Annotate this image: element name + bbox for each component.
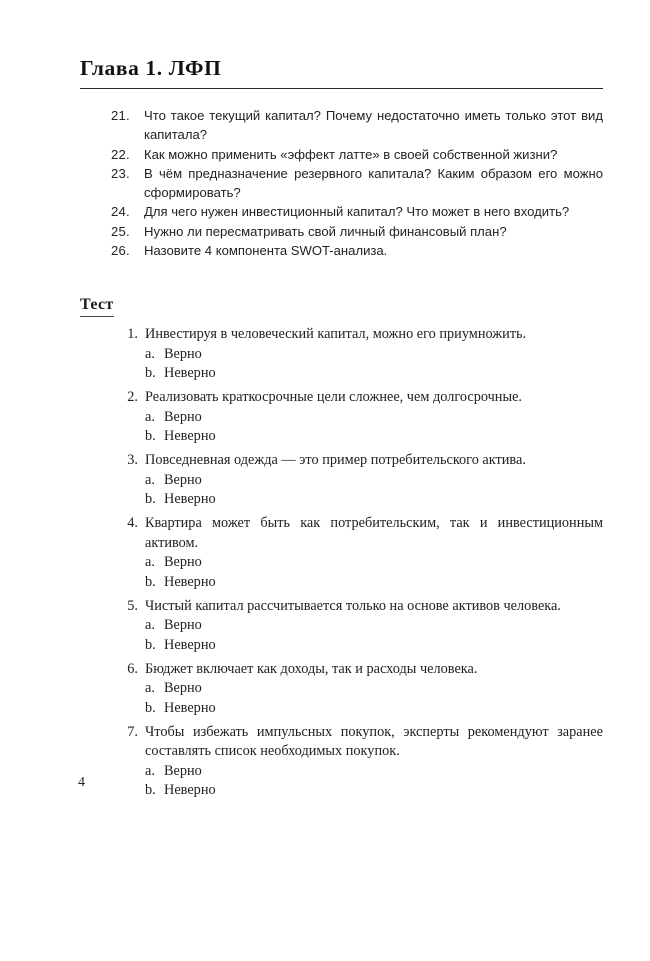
test-option-letter: b. bbox=[145, 365, 156, 381]
test-item-text: Бюджет включает как доходы, так и расходы человека. bbox=[145, 660, 478, 677]
test-option-label: Неверно bbox=[164, 699, 216, 716]
question-item bbox=[110, 106, 603, 145]
test-option-letter: a. bbox=[145, 617, 155, 633]
test-option-label: Верно bbox=[164, 471, 202, 488]
test-option-label: Неверно bbox=[164, 491, 216, 507]
test-option[interactable] bbox=[145, 427, 603, 447]
test-option[interactable] bbox=[145, 699, 603, 719]
test-item-prompt bbox=[120, 660, 603, 680]
test-option[interactable] bbox=[145, 471, 603, 491]
test-item-options bbox=[145, 471, 603, 510]
test-option[interactable] bbox=[145, 636, 603, 656]
question-text: Назовите 4 компонента SWOT-анализа. bbox=[144, 243, 388, 259]
test-option-letter: b. bbox=[145, 699, 156, 716]
test-option-letter: b. bbox=[145, 428, 156, 444]
test-item-prompt bbox=[120, 325, 603, 345]
test-item-options bbox=[145, 408, 603, 447]
test-item-number: 7. bbox=[127, 723, 138, 740]
question-number: 22. bbox=[111, 146, 130, 162]
test-item-text: Чистый капитал рассчитывается только на основе активов человека. bbox=[145, 597, 561, 614]
test-item-number: 2. bbox=[127, 389, 138, 405]
test-option-letter: b. bbox=[145, 491, 156, 507]
question-item bbox=[110, 241, 603, 260]
test-item-text: Чтобы избежать импульсных покупок, эксперты рекомендуют заранее составлять список необходимых покупок. bbox=[145, 723, 603, 759]
questions-list bbox=[110, 106, 603, 260]
test-option[interactable] bbox=[145, 616, 603, 636]
test-option-label: Неверно bbox=[164, 782, 216, 798]
test-item-prompt bbox=[120, 723, 603, 762]
test-section-header bbox=[80, 296, 114, 317]
test-option-label: Неверно bbox=[164, 365, 216, 381]
test-option-label: Неверно bbox=[164, 428, 216, 444]
test-option-label: Неверно bbox=[164, 636, 216, 653]
test-option[interactable] bbox=[145, 345, 603, 365]
test-option[interactable] bbox=[145, 781, 603, 801]
test-option-label: Верно bbox=[164, 554, 202, 570]
test-option-letter: a. bbox=[145, 408, 155, 425]
test-item-number: 5. bbox=[127, 597, 138, 614]
test-item bbox=[120, 514, 603, 592]
test-item-prompt bbox=[120, 597, 603, 617]
test-item-options bbox=[145, 762, 603, 801]
question-number: 24. bbox=[111, 204, 130, 220]
test-option-letter: a. bbox=[145, 471, 155, 488]
test-option[interactable] bbox=[145, 762, 603, 782]
question-text: Нужно ли пересматривать свой личный финансовый план? bbox=[144, 223, 507, 239]
test-option-label: Верно bbox=[164, 408, 202, 425]
test-option[interactable] bbox=[145, 364, 603, 384]
test-questions-list bbox=[120, 325, 603, 805]
test-item bbox=[120, 451, 603, 510]
test-option[interactable] bbox=[145, 553, 603, 573]
test-option-letter: b. bbox=[145, 782, 156, 798]
question-item bbox=[110, 202, 603, 221]
test-option-label: Неверно bbox=[164, 573, 216, 590]
test-heading: Тест bbox=[80, 296, 114, 317]
test-option-letter: a. bbox=[145, 680, 155, 696]
test-option-letter: a. bbox=[145, 762, 155, 779]
test-option-letter: a. bbox=[145, 554, 155, 570]
question-item bbox=[110, 145, 603, 164]
test-option-letter: b. bbox=[145, 636, 156, 653]
question-text: Что такое текущий капитал? Почему недостаточно иметь только этот вид капитала? bbox=[144, 108, 603, 143]
question-item bbox=[110, 164, 603, 203]
test-item-options bbox=[145, 553, 603, 592]
test-item bbox=[120, 325, 603, 384]
question-number: 23. bbox=[111, 165, 130, 181]
test-option-letter: b. bbox=[145, 573, 156, 590]
page-title: Глава 1. ЛФП bbox=[80, 56, 222, 80]
page-number: 4 bbox=[78, 775, 85, 790]
chapter-header bbox=[80, 56, 603, 89]
test-item-text: Повседневная одежда — это пример потребительского актива. bbox=[145, 452, 526, 468]
question-number: 25. bbox=[111, 223, 130, 239]
test-item-text: Квартира может быть как потребительским, так и инвестиционным активом. bbox=[145, 515, 603, 551]
question-text: Для чего нужен инвестиционный капитал? Что может в него входить? bbox=[144, 204, 570, 220]
test-item-number: 1. bbox=[127, 326, 138, 342]
test-item bbox=[120, 723, 603, 801]
test-option-label: Верно bbox=[164, 345, 202, 362]
header-divider bbox=[80, 88, 603, 89]
test-item-options bbox=[145, 616, 603, 655]
test-option[interactable] bbox=[145, 573, 603, 593]
test-option[interactable] bbox=[145, 490, 603, 510]
question-item bbox=[110, 222, 603, 241]
question-number: 21. bbox=[111, 108, 130, 123]
test-item-text: Реализовать краткосрочные цели сложнее, чем долгосрочные. bbox=[145, 389, 522, 405]
test-option[interactable] bbox=[145, 679, 603, 699]
question-text: В чём предназначение резервного капитала? Каким образом его можно сформировать? bbox=[144, 165, 603, 201]
test-item bbox=[120, 388, 603, 447]
test-item-options bbox=[145, 345, 603, 384]
test-option[interactable] bbox=[145, 408, 603, 428]
test-item-number: 4. bbox=[127, 515, 138, 531]
test-option-letter: a. bbox=[145, 345, 155, 362]
test-item-prompt bbox=[120, 451, 603, 471]
test-item-prompt bbox=[120, 388, 603, 408]
test-item-number: 3. bbox=[127, 452, 138, 468]
test-item-prompt bbox=[120, 514, 603, 553]
test-option-label: Верно bbox=[164, 680, 202, 696]
test-item-number: 6. bbox=[127, 660, 138, 677]
test-item-options bbox=[145, 679, 603, 718]
test-item bbox=[120, 597, 603, 656]
question-number: 26. bbox=[111, 243, 130, 259]
test-option-label: Верно bbox=[164, 762, 202, 779]
question-text: Как можно применить «эффект латте» в своей собственной жизни? bbox=[144, 146, 558, 162]
test-item bbox=[120, 660, 603, 719]
test-item-text: Инвестируя в человеческий капитал, можно его приумножить. bbox=[145, 326, 527, 342]
test-option-label: Верно bbox=[164, 617, 202, 633]
